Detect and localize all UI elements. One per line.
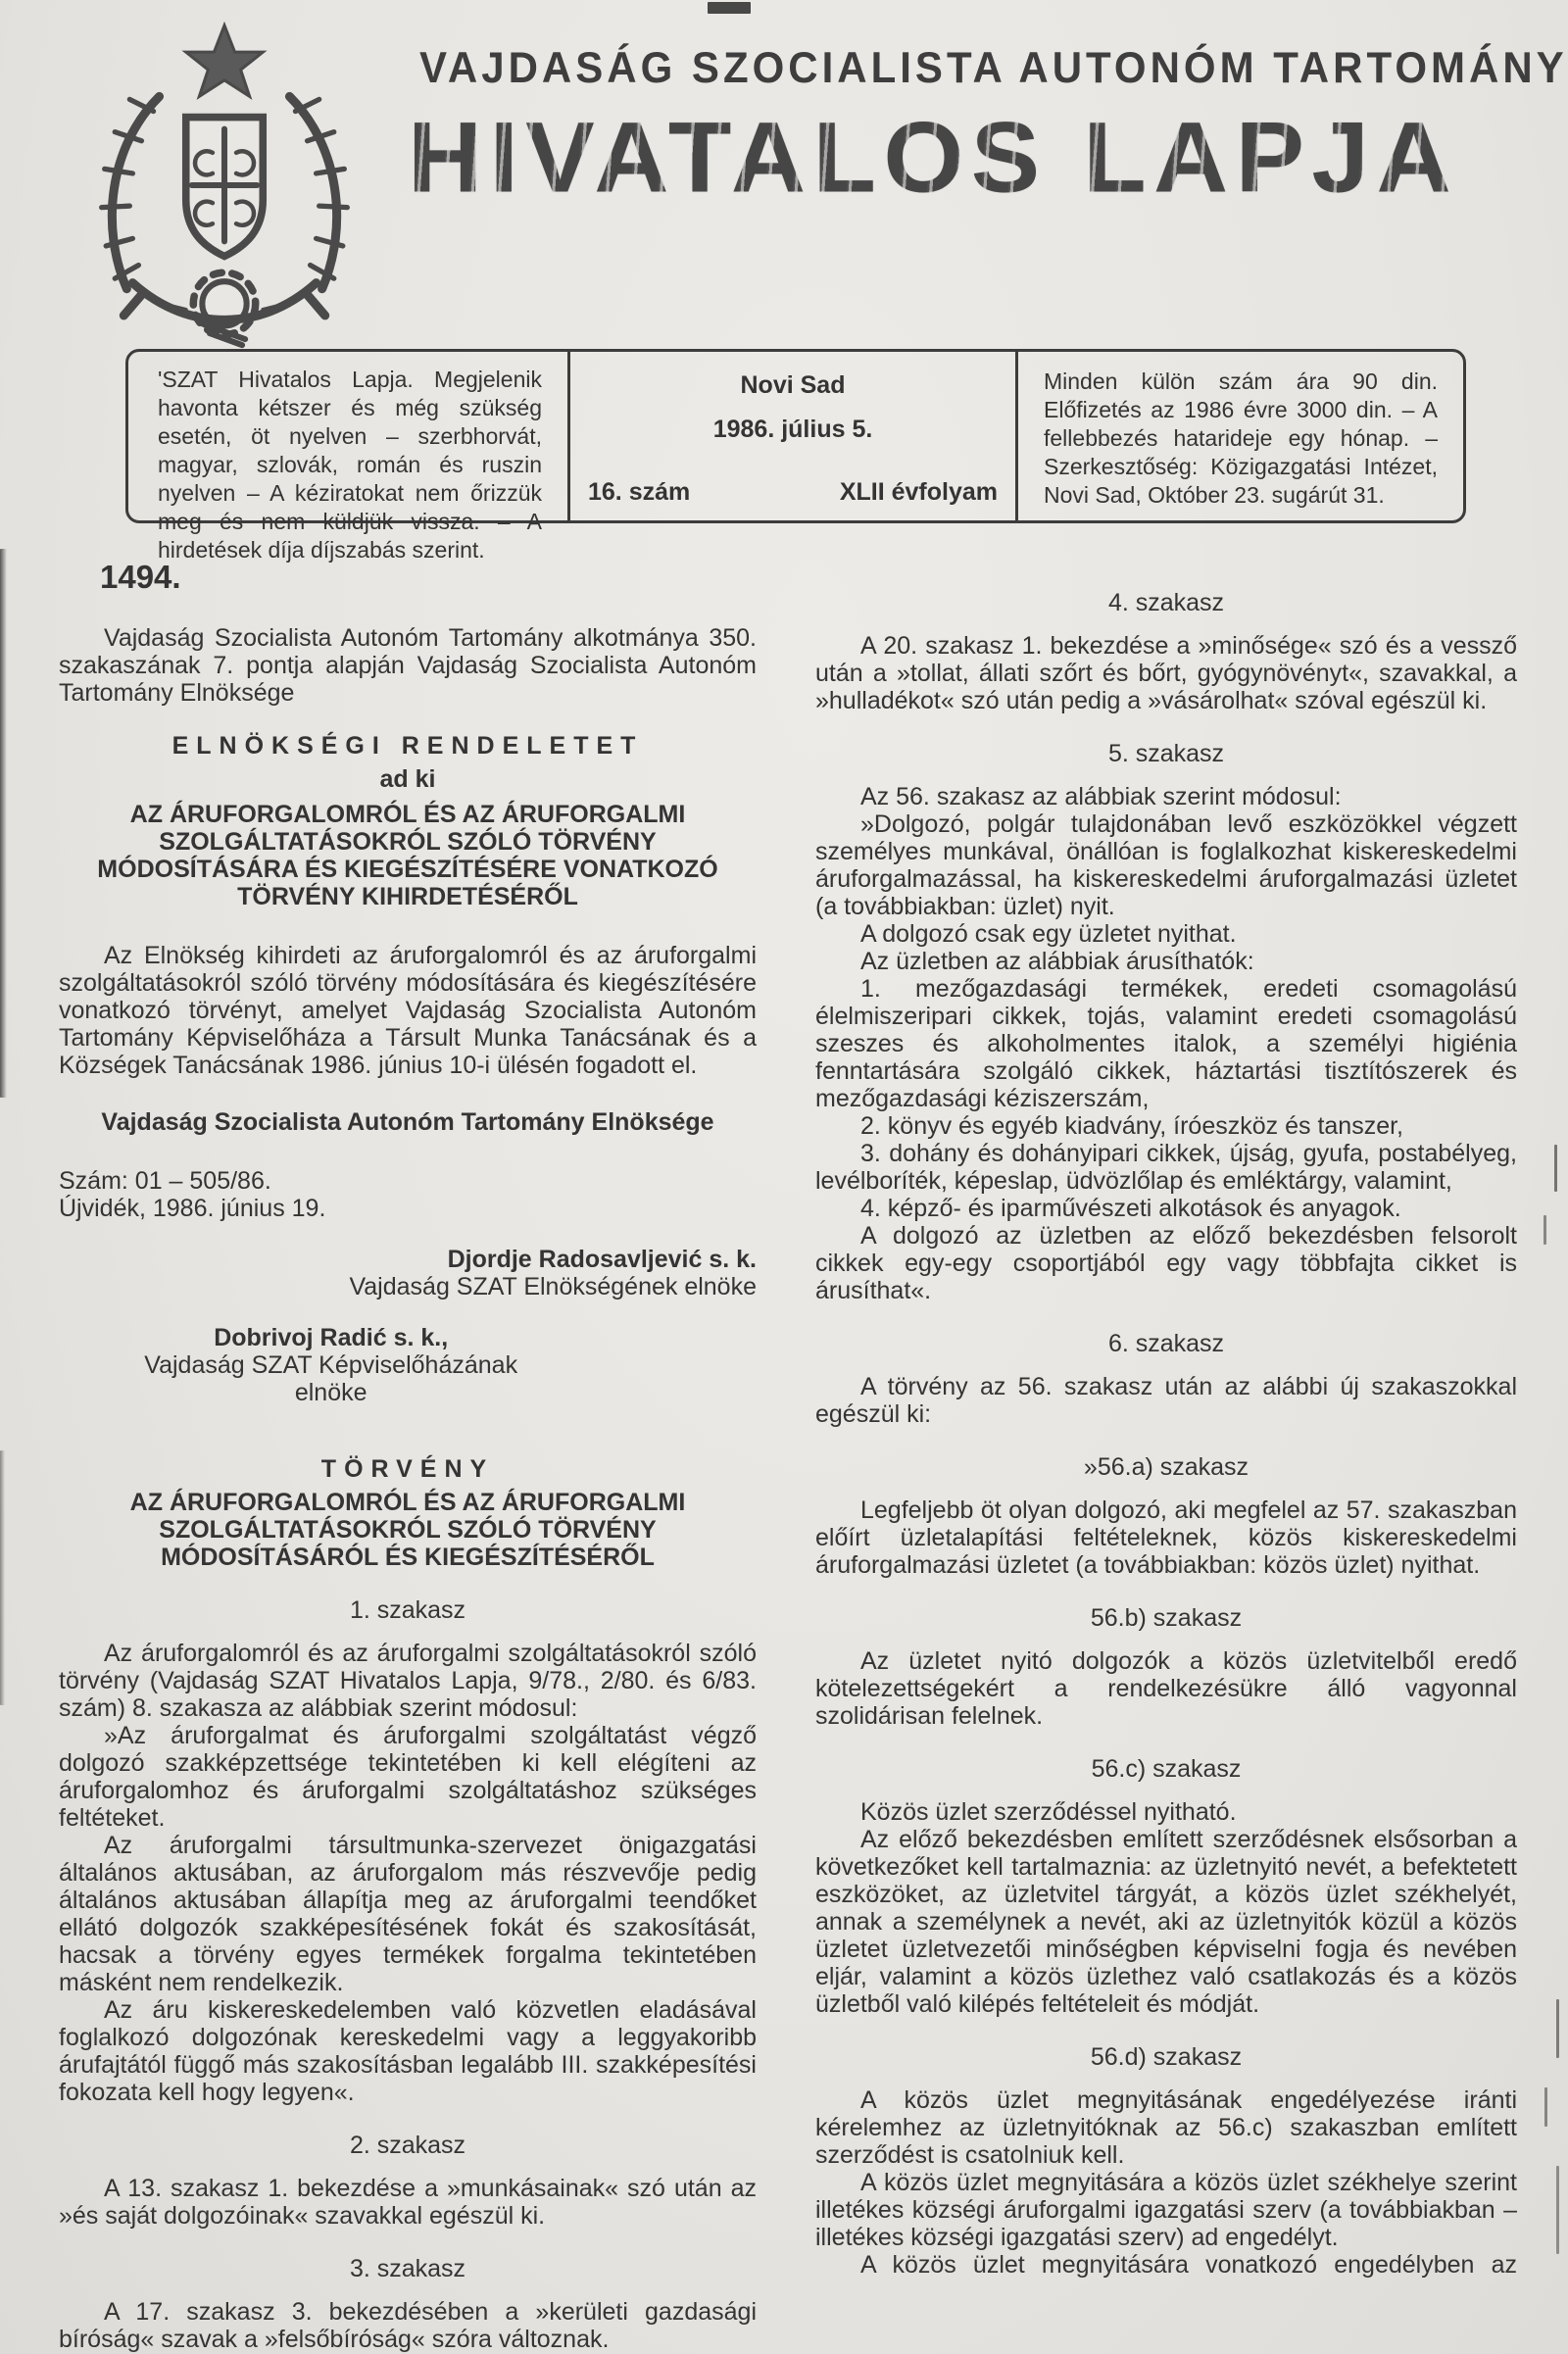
scan-artifact — [1556, 2166, 1559, 2254]
law-title: AZ ÁRUFORGALOMRÓL ÉS AZ ÁRUFORGALMI SZOLGÁLTATÁSOKRÓL SZÓLÓ TÖRVÉNY MÓDOSÍTÁSÁRA ÉS KIEGÉSZÍTÉSÉRE VONATKOZÓ TÖRVÉNY KIHIRDETÉSÉRŐL — [97, 801, 718, 910]
section-heading: 5. szakasz — [1107, 740, 1225, 767]
paragraph: »Az áruforgalmat és áruforgalmi szolgáltatást végző dolgozó szakképzettsége tekintetében ki kell elégíteni az áruforgalomhoz és áruforgalmi szolgáltatáshoz szükséges feltéteket. — [59, 1722, 757, 1832]
issue-date: 1986. július 5. — [712, 416, 873, 443]
signature-name: Dobrivoj Radić s. k., — [214, 1324, 449, 1351]
paragraph: Az Elnökség kihirdeti az áruforgalomról és az áruforgalmi szolgáltatásokról szóló törvény módosítására és kiegészítésére vonatkozó törvényt, amelyet Vajdaság Szocialista Autonóm Tartomány Képviselőháza a Társult Munka Tanácsának és a Községek Tanácsának 1986. június 10-i ülésén fogadott el. — [59, 942, 757, 1079]
gazette-title: HIVATALOS LAPJA — [408, 101, 1459, 215]
city: Novi Sad — [740, 371, 846, 399]
blank-line — [59, 1406, 757, 1430]
paragraph: A közös üzlet megnyitására vonatkozó engedélyben az — [860, 2251, 1517, 2279]
imprint-issue-info — [567, 352, 1018, 520]
paragraph: »Dolgozó, polgár tulajdonában levő eszközökkel végzett személyes munkával, önállóan is foglalkozhat kiskereskedelmi áruforgalmazással, ha kiskereskedelmi áruforgalmazási üzletet (a továbbiakban: üzlet) nyit. — [815, 810, 1517, 920]
article-number: 1494. — [100, 559, 181, 595]
law-title: Vajdaság Szocialista Autonóm Tartomány Elnöksége — [101, 1108, 714, 1136]
paragraph: Az üzletet nyitó dolgozók a közös üzletvitelből eredő kötelezettségekért a rendelkezésükre álló vagyonnal szolidárisan felelnek. — [815, 1647, 1517, 1730]
blank-line — [59, 1222, 757, 1246]
paragraph: A dolgozó csak egy üzletet nyithat. — [860, 920, 1237, 948]
paragraph: 4. képző- és iparművészeti alkotások és anyagok. — [860, 1195, 1401, 1222]
scan-artifact — [0, 1450, 5, 1705]
law-title: ad ki — [379, 765, 436, 793]
paragraph: A törvény az 56. szakasz után az alábbi új szakaszokkal egészül ki: — [815, 1373, 1517, 1428]
signature-role: Vajdaság SZAT Elnökségének elnöke — [349, 1273, 757, 1300]
section-heading: 56.d) szakasz — [1090, 2043, 1243, 2071]
blank-line — [59, 1300, 757, 1324]
section-heading: »56.a) szakasz — [1083, 1453, 1250, 1481]
blank-line — [59, 1144, 757, 1167]
paragraph: Az előző bekezdésben említett szerződésnek elsősorban a következőket kell tartalmaznia: az üzletnyitó nevét, a befektetett eszközöket, az üzletvitel tárgyát, a közös üzlet székhelyét, annak a személynek a nevét, aki az üzletnyitók közül a közös üzletet üzletvezetői minőségben képviselni fogja és nevében eljár, valamint a közös üzlethez való csatlakozás és a közös üzletből való kilépés feltételeit és módját. — [815, 1826, 1517, 2018]
paragraph: Az áru kiskereskedelemben való közvetlen eladásával foglalkozó dolgozónak kereskedelmi vagy a leggyakoribb árufajtától függő más szakosításban legalább III. szakképesítési fokozata kell hogy legyen«. — [59, 1996, 757, 2106]
signature-name: Djordje Radosavljević s. k. — [447, 1246, 757, 1273]
imprint-price-info: Minden külön szám ára 90 din. Előfizetés az 1986 évre 3000 din. – A fellebbezés hatarideje egy hónap. – Szerkesztőség: Közigazgatási Intézet, Novi Sad, Október 23. sugárút 31. — [1044, 368, 1438, 508]
issue-number: 16. szám — [588, 478, 691, 506]
blank-line — [59, 1079, 757, 1103]
law-title: AZ ÁRUFORGALOMRÓL ÉS AZ ÁRUFORGALMI SZOLGÁLTATÁSOKRÓL SZÓLÓ TÖRVÉNY MÓDOSÍTÁSÁRÓL ÉS KIEGÉSZÍTÉSÉRŐL — [129, 1489, 686, 1571]
section-heading: 6. szakasz — [1107, 1330, 1225, 1357]
section-heading: 4. szakasz — [1107, 589, 1225, 616]
signature-role: elnöke — [294, 1379, 368, 1406]
section-heading: 56.c) szakasz — [1091, 1755, 1242, 1783]
paragraph: Legfeljebb öt olyan dolgozó, aki megfelel az 57. szakaszban előírt üzletalapítási feltételeknek, közös kiskereskedelmi áruforgalmazási üzletet (a továbbiakban: közös üzlet) nyithat. — [815, 1496, 1517, 1579]
section-heading: 3. szakasz — [349, 2255, 466, 2282]
signature-role: Vajdaság SZAT Képviselőházának — [144, 1351, 518, 1379]
paragraph: A közös üzlet megnyitására a közös üzlet székhelye szerint illetékes községi áruforgalmi igazgatási szerv (a továbbiakban – illetékes községi igazgatási szerv) ad engedélyt. — [815, 2169, 1517, 2251]
imprint-publication-info: 'SZAT Hivatalos Lapja. Megjelenik havonta kétszer és még szükség esetén, öt nyelven – szerbhorvát, magyar, szlovák, román és ruszin nyelven – A kéziratokat nem őrizzük meg és nem küldjük vissza. – A hirdetések díja díjszabás szerint. — [158, 367, 542, 563]
scan-artifact — [1556, 1999, 1559, 2058]
paragraph: 2. könyv és egyéb kiadvány, íróeszköz és tanszer, — [860, 1112, 1403, 1140]
paragraph: 3. dohány és dohányipari cikkek, újság, gyufa, postabélyeg, levélboríték, képeslap, üdvözlőlap és emléktárgy, valamint, — [815, 1140, 1517, 1195]
imprint-box — [125, 349, 1466, 563]
scan-artifact — [1544, 1215, 1546, 1245]
paragraph: A 17. szakasz 3. bekezdésében a »kerületi gazdasági bíróság« szavak a »felsőbíróság« szóra változnak. — [59, 2298, 757, 2353]
scan-artifact — [1544, 2087, 1547, 2127]
section-heading: 1. szakasz — [349, 1596, 466, 1624]
paragraph: A dolgozó az üzletben az előző bekezdésben felsorolt cikkek egy-egy csoportjából egy vagy többfajta cikket is árusíthat«. — [815, 1222, 1517, 1304]
paragraph: 1. mezőgazdasági termékek, eredeti csomagolású élelmiszeripari cikkek, tojás, valamint eredeti csomagolású szeszes és alkoholmentes italok, a személyi higiénia fenntartására szolgáló cikkek, háztartási tisztítószerek és mezőgazdasági kéziszerszám, — [815, 975, 1517, 1112]
right-column — [815, 564, 1517, 2279]
doc-line: Szám: 01 – 505/86. — [59, 1167, 271, 1195]
paragraph: Közös üzlet szerződéssel nyitható. — [860, 1798, 1237, 1826]
blank-line — [59, 918, 757, 942]
left-column — [59, 559, 757, 2353]
volume: XLII évfolyam — [839, 478, 998, 506]
decree-heading: TÖRVÉNY — [320, 1455, 495, 1483]
star-icon — [186, 25, 264, 96]
section-heading: 2. szakasz — [349, 2132, 466, 2159]
doc-line: Újvidék, 1986. június 19. — [59, 1195, 326, 1222]
paragraph: Az áruforgalmi társultmunka-szervezet önigazgatási általános aktusában, az áruforgalom más részvevője pedig általános aktusában állapítja meg az áruforgalmi teendőket ellátó dolgozók szakképesítésének fokát és szakosítását, hacsak a törvény egyes termékek forgalma tekintetében másként nem rendelkezik. — [59, 1832, 757, 1996]
province-title: VAJDASÁG SZOCIALISTA AUTONÓM TARTOMÁNY — [419, 43, 1568, 92]
section-heading: 56.b) szakasz — [1090, 1604, 1243, 1632]
paragraph: A 20. szakasz 1. bekezdése a »minősége« szó és a vessző után a »tollat, állati szőrt és bőrt, gyógynövényt«, szavakkal, a »hulladékot« szó után pedig a »vásárolhat« szóval egészül ki. — [815, 632, 1517, 714]
coat-of-arms — [76, 14, 372, 351]
paragraph: Az 56. szakasz az alábbiak szerint módosul: — [860, 783, 1342, 810]
paragraph: Az áruforgalomról és az áruforgalmi szolgáltatásokról szóló törvény (Vajdaság SZAT Hivatalos Lapja, 9/78., 2/80. és 6/83. szám) 8. szakasza az alábbiak szerint módosul: — [59, 1640, 757, 1722]
paragraph: Vajdaság Szocialista Autonóm Tartomány alkotmánya 350. szakaszának 7. pontja alapján Vajdaság Szocialista Autonóm Tartomány Elnöksége — [59, 624, 757, 707]
scan-artifact — [1554, 1145, 1557, 1192]
scan-artifact — [708, 2, 751, 14]
decree-heading: ELNÖKSÉGI RENDELETET — [172, 732, 644, 760]
paragraph: A közös üzlet megnyitásának engedélyezése iránti kérelemhez az üzletnyitóknak az 56.c) szakaszban említett szerződést is csatolniuk kell. — [815, 2086, 1517, 2169]
paragraph: A 13. szakasz 1. bekezdése a »munkásainak« szó után az »és saját dolgozóinak« szavakkal egészül ki. — [59, 2175, 757, 2230]
paragraph: Az üzletben az alábbiak árusíthatók: — [860, 948, 1254, 975]
scan-artifact — [0, 549, 7, 1098]
